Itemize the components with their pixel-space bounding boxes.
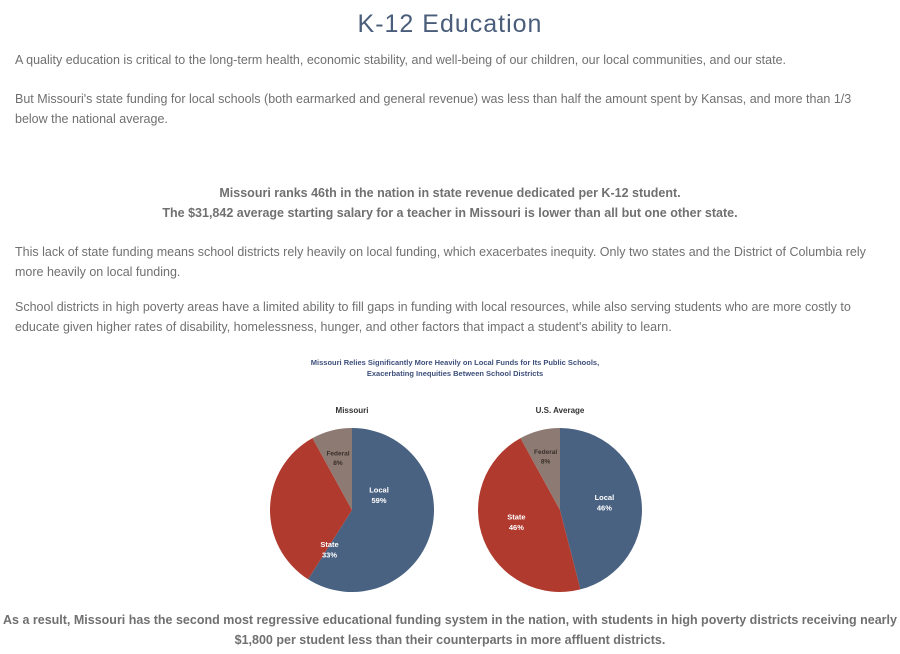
slice-label-state: State [320,540,339,550]
pie-name-0: Missouri [335,406,369,415]
slice-label-local: Local [594,493,615,503]
funding-pie-chart [245,352,665,592]
chart-title-line-2: Exacerbating Inequities Between School Districts [366,369,544,378]
slice-value-federal: 8% [540,458,551,466]
intro-paragraph: A quality education is critical to the long-term health, economic stability, and well-being of our children, our local communities, and our state. [15,53,786,67]
pie-name-1: U.S. Average [535,406,585,415]
conclusion-text: As a result, Missouri has the second most regressive educational funding system in the nation, with students in high poverty districts receiving nearly $1,800 per student less than their counterparts in more affluent districts. [3,613,897,647]
slice-value-federal: 8% [333,460,343,468]
slice-label-federal: Federal [534,449,558,457]
slice-value-local: 46% [596,503,612,513]
local-funding-paragraph: This lack of state funding means school districts rely heavily on local funding, which exacerbates inequity. Only two states and the District of Columbia rely more heavily on local funding. [15,245,866,279]
slice-label-local: Local [369,485,389,495]
slice-label-federal: Federal [326,450,350,458]
page-title: K-12 Education [357,10,543,38]
slice-value-state: 46% [508,523,524,533]
slice-label-state: State [507,512,526,522]
chart-title-line-1: Missouri Relies Significantly More Heavily on Local Funds for Its Public Schools, [310,358,600,367]
poverty-paragraph: School districts in high poverty areas have a limited ability to fill gaps in funding with local resources, while also serving students who are more costly to educate given higher rates of disability, homelessness, hunger, and other factors that impact a student's ability to learn. [15,300,851,334]
slice-value-local: 59% [371,495,387,505]
slice-value-state: 33% [321,550,338,560]
funding-paragraph: But Missouri's state funding for local schools (both earmarked and general revenue) was less than half the amount spent by Kansas, and more than 1/3 below the national average. [15,92,852,126]
salary-highlight: The $31,842 average starting salary for a teacher in Missouri is lower than all but one other state. [162,206,738,220]
ranking-highlight: Missouri ranks 46th in the nation in state revenue dedicated per K-12 student. [219,186,681,200]
